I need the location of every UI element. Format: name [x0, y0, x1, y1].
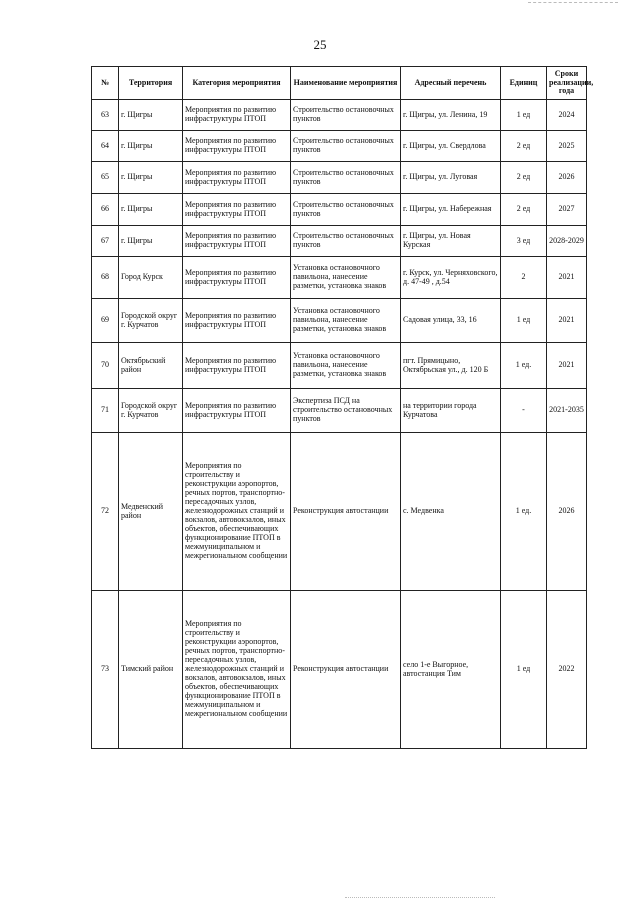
row-units: 3 ед	[501, 226, 547, 257]
table-row	[92, 343, 587, 389]
page-number: 25	[313, 37, 327, 52]
row-name: Установка остановочного павильона, нанесение разметки, установка знаков	[291, 257, 401, 299]
row-territory: Медвенский район	[119, 433, 183, 591]
row-units: 1 ед.	[501, 343, 547, 389]
header-number: №	[92, 67, 119, 100]
row-territory: г. Щигры	[119, 194, 183, 226]
header-category: Категория мероприятия	[183, 67, 291, 100]
row-years: 2028-2029	[547, 226, 587, 257]
header-units: Единиц	[501, 67, 547, 100]
row-category: Мероприятия по развитию инфраструктуры ПТОП	[183, 389, 291, 433]
row-name: Экспертиза ПСД на строительство остановочных пунктов	[291, 389, 401, 433]
row-number: 71	[92, 389, 119, 433]
scan-artifact-top	[528, 2, 618, 4]
table-row	[92, 389, 587, 433]
row-name: Установка остановочного павильона, нанесение разметки, установка знаков	[291, 299, 401, 343]
row-category: Мероприятия по развитию инфраструктуры ПТОП	[183, 162, 291, 194]
row-units: -	[501, 389, 547, 433]
row-category: Мероприятия по развитию инфраструктуры ПТОП	[183, 131, 291, 162]
row-territory: г. Щигры	[119, 226, 183, 257]
row-address: г. Щигры, ул. Свердлова	[401, 131, 501, 162]
header-address: Адресный перечень	[401, 67, 501, 100]
header-years: Сроки реализации, года	[547, 67, 587, 100]
row-category: Мероприятия по строительству и реконструкции аэропортов, речных портов, транспортно-пересадочных узлов, железнодорожных станций и вокзалов, автовокзалов, иных объектов, обеспечивающих функционирование ПТОП в межмуниципальном и межрегиональном сообщении	[183, 591, 291, 749]
row-number: 69	[92, 299, 119, 343]
row-number: 70	[92, 343, 119, 389]
row-address: г. Щигры, ул. Ленина, 19	[401, 100, 501, 131]
row-number: 72	[92, 433, 119, 591]
row-number: 68	[92, 257, 119, 299]
row-address: на территории города Курчатова	[401, 389, 501, 433]
row-territory: г. Щигры	[119, 100, 183, 131]
table-row	[92, 100, 587, 131]
row-years: 2027	[547, 194, 587, 226]
table-row	[92, 257, 587, 299]
row-units: 2 ед	[501, 194, 547, 226]
row-units: 2 ед	[501, 162, 547, 194]
row-name: Строительство остановочных пунктов	[291, 131, 401, 162]
row-years: 2026	[547, 433, 587, 591]
table-header-row	[92, 67, 587, 100]
row-territory: Город Курск	[119, 257, 183, 299]
row-territory: Октябрьский район	[119, 343, 183, 389]
row-address: г. Щигры, ул. Луговая	[401, 162, 501, 194]
table-row	[92, 131, 587, 162]
table-row	[92, 591, 587, 749]
row-number: 73	[92, 591, 119, 749]
row-years: 2022	[547, 591, 587, 749]
row-address: г. Курск, ул. Черняховского, д. 47-49 , д.54	[401, 257, 501, 299]
row-category: Мероприятия по развитию инфраструктуры ПТОП	[183, 299, 291, 343]
table-row	[92, 433, 587, 591]
row-name: Реконструкция автостанции	[291, 433, 401, 591]
row-address: Садовая улица, 33, 16	[401, 299, 501, 343]
row-years: 2021	[547, 343, 587, 389]
measures-table	[91, 66, 594, 749]
header-name: Наименование мероприятия	[291, 67, 401, 100]
row-units: 1 ед.	[501, 433, 547, 591]
row-name: Строительство остановочных пунктов	[291, 226, 401, 257]
row-years: 2025	[547, 131, 587, 162]
row-name: Строительство остановочных пунктов	[291, 100, 401, 131]
row-years: 2021	[547, 299, 587, 343]
row-units: 2	[501, 257, 547, 299]
table-row	[92, 194, 587, 226]
row-category: Мероприятия по развитию инфраструктуры ПТОП	[183, 226, 291, 257]
row-address: г. Щигры, ул. Новая Курская	[401, 226, 501, 257]
row-address: г. Щигры, ул. Набережная	[401, 194, 501, 226]
row-name: Строительство остановочных пунктов	[291, 194, 401, 226]
row-address: пгт. Прямицыно, Октябрьская ул., д. 120 Б	[401, 343, 501, 389]
row-number: 66	[92, 194, 119, 226]
row-territory: Тимский район	[119, 591, 183, 749]
row-units: 2 ед	[501, 131, 547, 162]
row-units: 1 ед	[501, 299, 547, 343]
row-category: Мероприятия по развитию инфраструктуры ПТОП	[183, 100, 291, 131]
row-category: Мероприятия по развитию инфраструктуры ПТОП	[183, 257, 291, 299]
row-category: Мероприятия по развитию инфраструктуры ПТОП	[183, 343, 291, 389]
row-category: Мероприятия по строительству и реконструкции аэропортов, речных портов, транспортно-пересадочных узлов, железнодорожных станций и вокзалов, автовокзалов, иных объектов, обеспечивающих функционирование ПТОП в межмуниципальном и межрегиональном сообщении	[183, 433, 291, 591]
header-territory: Территория	[119, 67, 183, 100]
row-name: Установка остановочного павильона, нанесение разметки, установка знаков	[291, 343, 401, 389]
scan-artifact-bottom	[345, 897, 495, 899]
row-years: 2021-2035	[547, 389, 587, 433]
row-category: Мероприятия по развитию инфраструктуры ПТОП	[183, 194, 291, 226]
table-row	[92, 226, 587, 257]
row-years: 2024	[547, 100, 587, 131]
row-territory: Городской округ г. Курчатов	[119, 299, 183, 343]
row-address: с. Медвенка	[401, 433, 501, 591]
row-name: Реконструкция автостанции	[291, 591, 401, 749]
row-years: 2026	[547, 162, 587, 194]
row-address: село 1-е Выгорное, автостанция Тим	[401, 591, 501, 749]
row-territory: г. Щигры	[119, 162, 183, 194]
row-name: Строительство остановочных пунктов	[291, 162, 401, 194]
row-units: 1 ед	[501, 591, 547, 749]
table-row	[92, 299, 587, 343]
row-territory: Городской округ г. Курчатов	[119, 389, 183, 433]
row-number: 67	[92, 226, 119, 257]
row-number: 64	[92, 131, 119, 162]
row-units: 1 ед	[501, 100, 547, 131]
row-territory: г. Щигры	[119, 131, 183, 162]
row-number: 65	[92, 162, 119, 194]
table-row	[92, 162, 587, 194]
row-years: 2021	[547, 257, 587, 299]
row-number: 63	[92, 100, 119, 131]
